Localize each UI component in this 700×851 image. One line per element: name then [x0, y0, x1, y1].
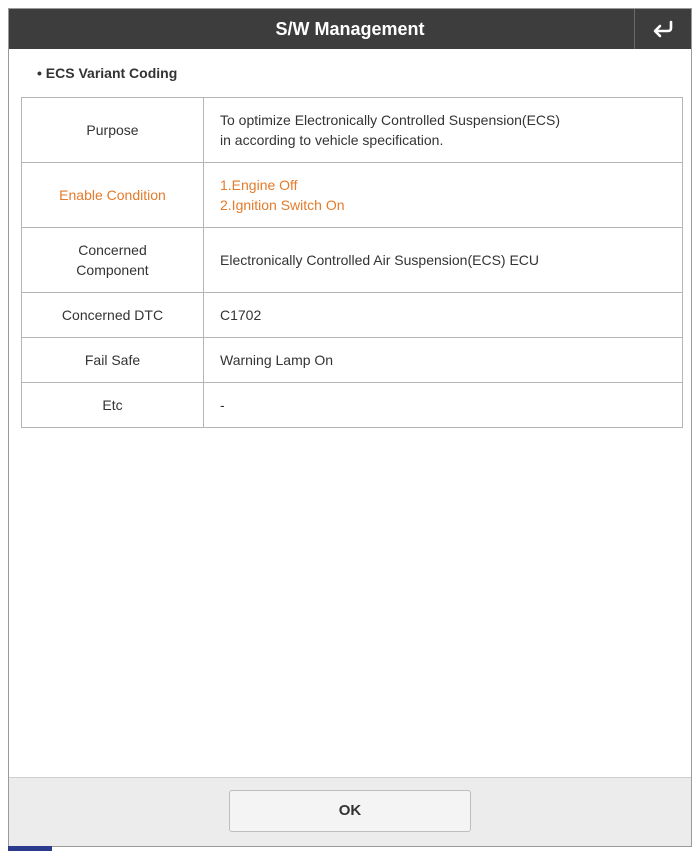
title-bar — [9, 9, 691, 49]
row-label: Concerned DTC — [22, 293, 204, 338]
back-button[interactable] — [634, 9, 691, 49]
table-row-etc — [22, 383, 683, 428]
table-row-concerned-component — [22, 228, 683, 293]
row-value — [204, 163, 683, 228]
row-value: C1702 — [204, 293, 683, 338]
return-arrow-icon — [651, 20, 675, 38]
sw-management-dialog — [8, 8, 692, 847]
corner-marker — [8, 846, 52, 851]
row-label — [22, 228, 204, 293]
row-label: Etc — [22, 383, 204, 428]
row-label: Purpose — [22, 98, 204, 163]
row-label: Enable Condition — [22, 163, 204, 228]
value-line: To optimize Electronically Controlled Suspension(ECS) — [220, 112, 561, 128]
value-line: 1.Engine Off — [220, 177, 298, 193]
row-value: - — [204, 383, 683, 428]
table-row-concerned-dtc — [22, 293, 683, 338]
value-line: in according to vehicle specification. — [220, 132, 444, 148]
info-table — [21, 97, 683, 428]
label-line: Component — [76, 262, 149, 278]
table-row-enable-condition — [22, 163, 683, 228]
section-title: • ECS Variant Coding — [37, 65, 178, 81]
row-label: Fail Safe — [22, 338, 204, 383]
dialog-title: S/W Management — [275, 19, 425, 39]
row-value — [204, 98, 683, 163]
dialog-footer — [9, 777, 691, 846]
table-row-fail-safe — [22, 338, 683, 383]
ok-button[interactable]: OK — [229, 790, 471, 832]
label-line: Concerned — [78, 242, 147, 258]
row-value: Warning Lamp On — [204, 338, 683, 383]
value-line: 2.Ignition Switch On — [220, 197, 345, 213]
table-row-purpose — [22, 98, 683, 163]
row-value: Electronically Controlled Air Suspension(ECS) ECU — [204, 228, 683, 293]
